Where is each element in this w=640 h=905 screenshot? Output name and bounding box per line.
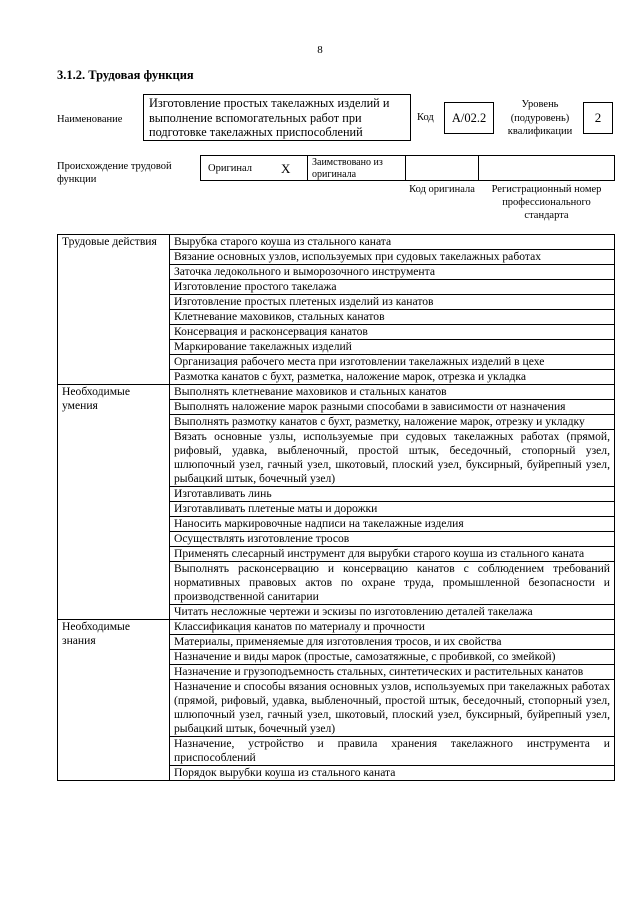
list-item: Размотка канатов с бухт, разметка, наложение марок, отрезка и укладка xyxy=(170,370,615,385)
divider xyxy=(405,156,406,180)
list-item: Порядок вырубки коуша из стального каната xyxy=(170,766,615,781)
list-item: Материалы, применяемые для изготовления тросов, и их свойства xyxy=(170,635,615,650)
code-original-caption: Код оригинала xyxy=(409,184,475,195)
code-value-box: А/02.2 xyxy=(444,102,494,134)
divider xyxy=(307,156,308,180)
section-heading: 3.1.2. Трудовая функция xyxy=(57,68,194,82)
list-item: Маркирование такелажных изделий xyxy=(170,340,615,355)
list-item: Изготовление простого такелажа xyxy=(170,280,615,295)
section-title: Трудовые действия xyxy=(58,235,170,385)
list-item: Выполнять наложение марок разными способами в зависимости от назначения xyxy=(170,400,615,415)
list-item: Назначение и виды марок (простые, самозатяжные, с пробивкой, со змейкой) xyxy=(170,650,615,665)
code-label: Код xyxy=(417,112,434,123)
level-label: Уровень (подуровень) квалификации xyxy=(507,99,573,137)
table-row xyxy=(58,620,615,635)
list-item: Вязать основные узлы, используемые при судовых такелажных работах (прямой, рифовый, удавка, выбленочный, простой штык, беседочный, стопорный узел, шлюпочный узел, гачный узел, шкотовый, плоский узел, буксирный, буйрепный узел, рыбацкий штык, бочечный узел) xyxy=(170,430,615,487)
section-title: Необходимые умения xyxy=(58,385,170,620)
regnum-caption: Регистрационный номер профессионального стандарта xyxy=(491,184,602,221)
level-value-box: 2 xyxy=(583,102,613,134)
name-label: Наименование xyxy=(57,114,123,125)
list-item: Выполнять размотку канатов с бухт, разметку, наложение марок, отрезку и укладку xyxy=(170,415,615,430)
list-item: Вязание основных узлов, используемых при судовых такелажных работах xyxy=(170,250,615,265)
list-item: Консервация и расконсервация канатов xyxy=(170,325,615,340)
list-item: Применять слесарный инструмент для вырубки старого коуша из стального каната xyxy=(170,547,615,562)
list-item: Изготавливать плетеные маты и дорожки xyxy=(170,502,615,517)
list-item: Клетневание маховиков, стальных канатов xyxy=(170,310,615,325)
list-item: Осуществлять изготовление тросов xyxy=(170,532,615,547)
table-row xyxy=(58,385,615,400)
divider xyxy=(478,156,479,180)
list-item: Заточка ледокольного и выморозочного инструмента xyxy=(170,265,615,280)
table-row xyxy=(58,235,615,250)
list-item: Назначение и грузоподъемность стальных, синтетических и растительных канатов xyxy=(170,665,615,680)
list-item: Назначение, устройство и правила хранения такелажного инструмента и приспособлений xyxy=(170,737,615,766)
origin-label: Происхождение трудовой функции xyxy=(57,161,172,185)
origin-table xyxy=(200,155,615,181)
function-details-table xyxy=(57,234,615,781)
list-item: Изготавливать линь xyxy=(170,487,615,502)
list-item: Назначение и способы вязания основных узлов, используемых при такелажных работах (прямой, рифовый, удавка, выбленочный, простой штык, беседочный, стопорный узел, шлюпочный узел, гачный узел, шкотовый, плоский узел, буксирный, буйрепный узел, рыбацкий штык, бочечный узел) xyxy=(170,680,615,737)
list-item: Изготовление простых плетеных изделий из канатов xyxy=(170,295,615,310)
list-item: Наносить маркировочные надписи на такелажные изделия xyxy=(170,517,615,532)
page-number: 8 xyxy=(317,44,323,56)
list-item: Выполнять клетневание маховиков и стальных канатов xyxy=(170,385,615,400)
list-item: Читать несложные чертежи и эскизы по изготовлению деталей такелажа xyxy=(170,605,615,620)
section-title: Необходимые знания xyxy=(58,620,170,781)
list-item: Организация рабочего места при изготовлении такелажных изделий в цехе xyxy=(170,355,615,370)
function-name-box: Изготовление простых такелажных изделий и выполнение вспомогательных работ при подготовке такелажных приспособлений xyxy=(143,94,411,141)
borrowed-label: Заимствовано из оригинала xyxy=(312,157,383,180)
list-item: Вырубка старого коуша из стального каната xyxy=(170,235,615,250)
original-mark: X xyxy=(281,161,291,176)
list-item: Классификация канатов по материалу и прочности xyxy=(170,620,615,635)
original-label: Оригинал xyxy=(208,163,252,174)
list-item: Выполнять расконсервацию и консервацию канатов с соблюдением требований нормативных правовых актов по охране труда, промышленной безопасности и производственной санитарии xyxy=(170,562,615,605)
